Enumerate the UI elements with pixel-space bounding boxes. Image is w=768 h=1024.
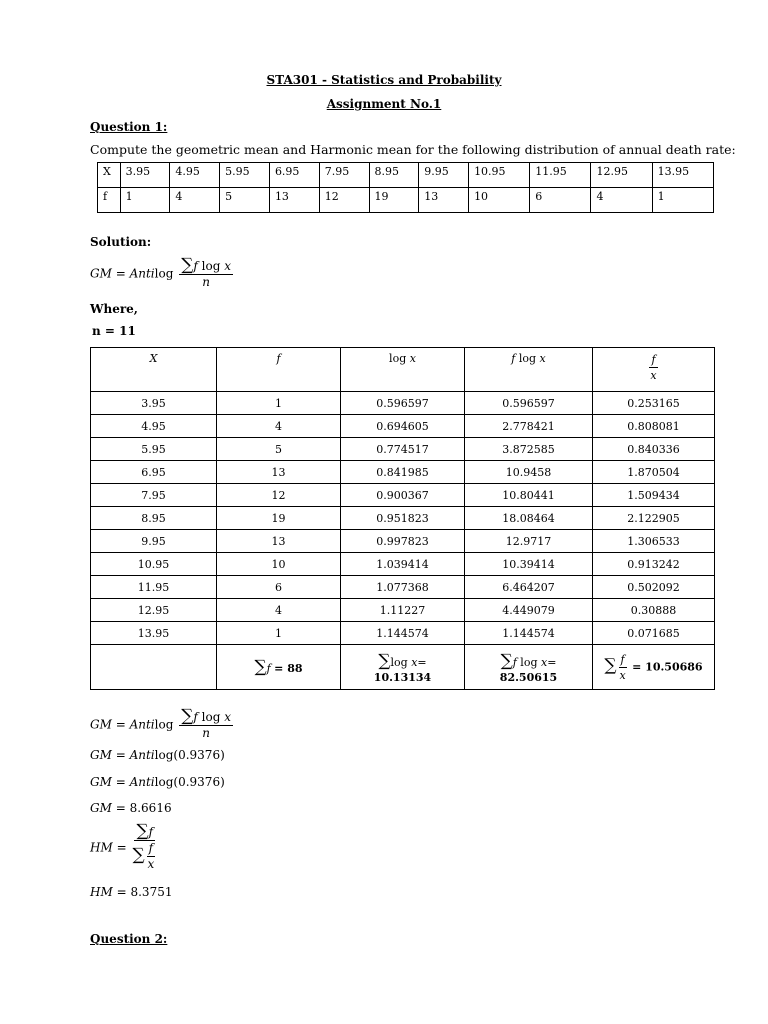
cell-logx: 0.841985	[341, 461, 465, 484]
cell-f: 1	[217, 622, 341, 645]
cell-f-over-x: 0.071685	[593, 622, 715, 645]
cell-x: 6.95	[91, 461, 217, 484]
x-cell: 7.95	[319, 163, 369, 188]
sum-f-cell: ∑f = 88	[217, 645, 341, 690]
f-cell: 5	[220, 188, 270, 213]
f-cell: 10	[469, 188, 530, 213]
f-label-cell: f	[98, 188, 121, 213]
header-flogx: f log x	[465, 348, 593, 392]
gm-symbol: GM	[90, 266, 112, 281]
cell-flogx: 3.872585	[465, 438, 593, 461]
x-cell: 12.95	[591, 163, 652, 188]
cell-flogx: 12.9717	[465, 530, 593, 553]
x-cell: 10.95	[469, 163, 530, 188]
table-row	[91, 415, 715, 438]
x-cell: 6.95	[269, 163, 319, 188]
cell-f: 5	[217, 438, 341, 461]
cell-f-over-x: 0.913242	[593, 553, 715, 576]
cell-logx: 1.11227	[341, 599, 465, 622]
cell-logx: 1.039414	[341, 553, 465, 576]
sum-f-over-x-cell: ∑ $\frac{f}{x}$ = 10.50686	[593, 645, 715, 690]
cell-x: 12.95	[91, 599, 217, 622]
solution-label: Solution:	[90, 235, 152, 249]
f-cell: 1	[120, 188, 170, 213]
question-1-text: Compute the geometric mean and Harmonic mean for the following distribution of annual death rate:	[90, 142, 736, 157]
x-cell: 11.95	[530, 163, 591, 188]
distribution-table	[97, 162, 714, 213]
gm-step-2: GM = Antilog(0.9376)	[90, 775, 225, 789]
f-cell: 13	[419, 188, 469, 213]
cell-x: 4.95	[91, 415, 217, 438]
table-row	[91, 438, 715, 461]
cell-f: 4	[217, 599, 341, 622]
table-row	[91, 530, 715, 553]
table-row	[91, 622, 715, 645]
cell-f-over-x: 1.870504	[593, 461, 715, 484]
cell-f: 13	[217, 530, 341, 553]
cell-logx: 0.774517	[341, 438, 465, 461]
cell-flogx: 6.464207	[465, 576, 593, 599]
f-cell: 13	[269, 188, 319, 213]
table-row	[91, 553, 715, 576]
cell-x: 9.95	[91, 530, 217, 553]
cell-logx: 0.694605	[341, 415, 465, 438]
cell-x: 3.95	[91, 392, 217, 415]
table-row	[91, 484, 715, 507]
table-row	[91, 507, 715, 530]
table-row	[91, 576, 715, 599]
assignment-title: Assignment No.1	[326, 97, 442, 111]
cell-f-over-x: 0.30888	[593, 599, 715, 622]
cell-f: 6	[217, 576, 341, 599]
sum-row	[91, 645, 715, 690]
header-x: X	[91, 348, 217, 392]
calculation-table	[90, 347, 715, 690]
gm-formula: GM = Antilog $\frac{\text{∑f log x}}{n}$	[90, 255, 232, 289]
cell-logx: 0.951823	[341, 507, 465, 530]
header-f-over-x: $\frac{f}{x}$	[593, 348, 715, 392]
cell-f-over-x: 0.840336	[593, 438, 715, 461]
x-cell: 9.95	[419, 163, 469, 188]
sum-logx-cell: ∑log x= 10.13134	[341, 645, 465, 690]
cell-x: 10.95	[91, 553, 217, 576]
header-logx: log x	[341, 348, 465, 392]
cell-x: 7.95	[91, 484, 217, 507]
cell-f: 4	[217, 415, 341, 438]
f-cell: 12	[319, 188, 369, 213]
cell-flogx: 4.449079	[465, 599, 593, 622]
f-row	[98, 188, 714, 213]
cell-logx: 0.997823	[341, 530, 465, 553]
cell-f: 19	[217, 507, 341, 530]
f-cell: 6	[530, 188, 591, 213]
table-row	[91, 599, 715, 622]
x-row	[98, 163, 714, 188]
gm-fraction: $\frac{\text{∑f log x}}{n}$	[181, 255, 232, 289]
cell-f-over-x: 1.509434	[593, 484, 715, 507]
cell-f-over-x: 0.253165	[593, 392, 715, 415]
cell-flogx: 2.778421	[465, 415, 593, 438]
cell-f-over-x: 1.306533	[593, 530, 715, 553]
cell-flogx: 10.39414	[465, 553, 593, 576]
cell-flogx: 1.144574	[465, 622, 593, 645]
cell-logx: 0.900367	[341, 484, 465, 507]
cell-flogx: 18.08464	[465, 507, 593, 530]
cell-f: 13	[217, 461, 341, 484]
gm-result: GM = 8.6616	[90, 801, 172, 815]
where-label: Where,	[90, 302, 138, 316]
cell-f-over-x: 2.122905	[593, 507, 715, 530]
f-cell: 4	[591, 188, 652, 213]
question-2-label: Question 2:	[90, 932, 168, 946]
cell-logx: 1.144574	[341, 622, 465, 645]
cell-x: 8.95	[91, 507, 217, 530]
x-cell: 4.95	[170, 163, 220, 188]
cell-x: 13.95	[91, 622, 217, 645]
sum-empty-cell	[91, 645, 217, 690]
cell-flogx: 10.9458	[465, 461, 593, 484]
cell-x: 11.95	[91, 576, 217, 599]
question-1-label: Question 1:	[90, 120, 168, 134]
header-f: f	[217, 348, 341, 392]
document-title: STA301 - Statistics and Probability	[266, 73, 502, 87]
cell-flogx: 0.596597	[465, 392, 593, 415]
table-row	[91, 392, 715, 415]
x-cell: 8.95	[369, 163, 419, 188]
cell-f-over-x: 0.502092	[593, 576, 715, 599]
f-cell: 4	[170, 188, 220, 213]
gm-formula-repeat: GM = Antilog $\frac{\text{∑f log x}}{n}$	[90, 706, 232, 740]
cell-logx: 1.077368	[341, 576, 465, 599]
cell-f: 12	[217, 484, 341, 507]
x-label-cell: X	[98, 163, 121, 188]
f-cell: 1	[652, 188, 713, 213]
cell-f-over-x: 0.808081	[593, 415, 715, 438]
x-cell: 3.95	[120, 163, 170, 188]
cell-x: 5.95	[91, 438, 217, 461]
x-cell: 5.95	[220, 163, 270, 188]
cell-f: 1	[217, 392, 341, 415]
table-row	[91, 461, 715, 484]
hm-formula: HM = ∑f ∑ $\frac{f}{x}$	[90, 821, 155, 871]
cell-flogx: 10.80441	[465, 484, 593, 507]
header-row	[91, 348, 715, 392]
gm-step-1: GM = Antilog(0.9376)	[90, 748, 225, 762]
hm-result: HM = 8.3751	[90, 885, 173, 899]
sum-flogx-cell: ∑f log x= 82.50615	[465, 645, 593, 690]
cell-f: 10	[217, 553, 341, 576]
f-cell: 19	[369, 188, 419, 213]
x-cell: 13.95	[652, 163, 713, 188]
cell-logx: 0.596597	[341, 392, 465, 415]
n-label: n = 11	[92, 324, 136, 338]
